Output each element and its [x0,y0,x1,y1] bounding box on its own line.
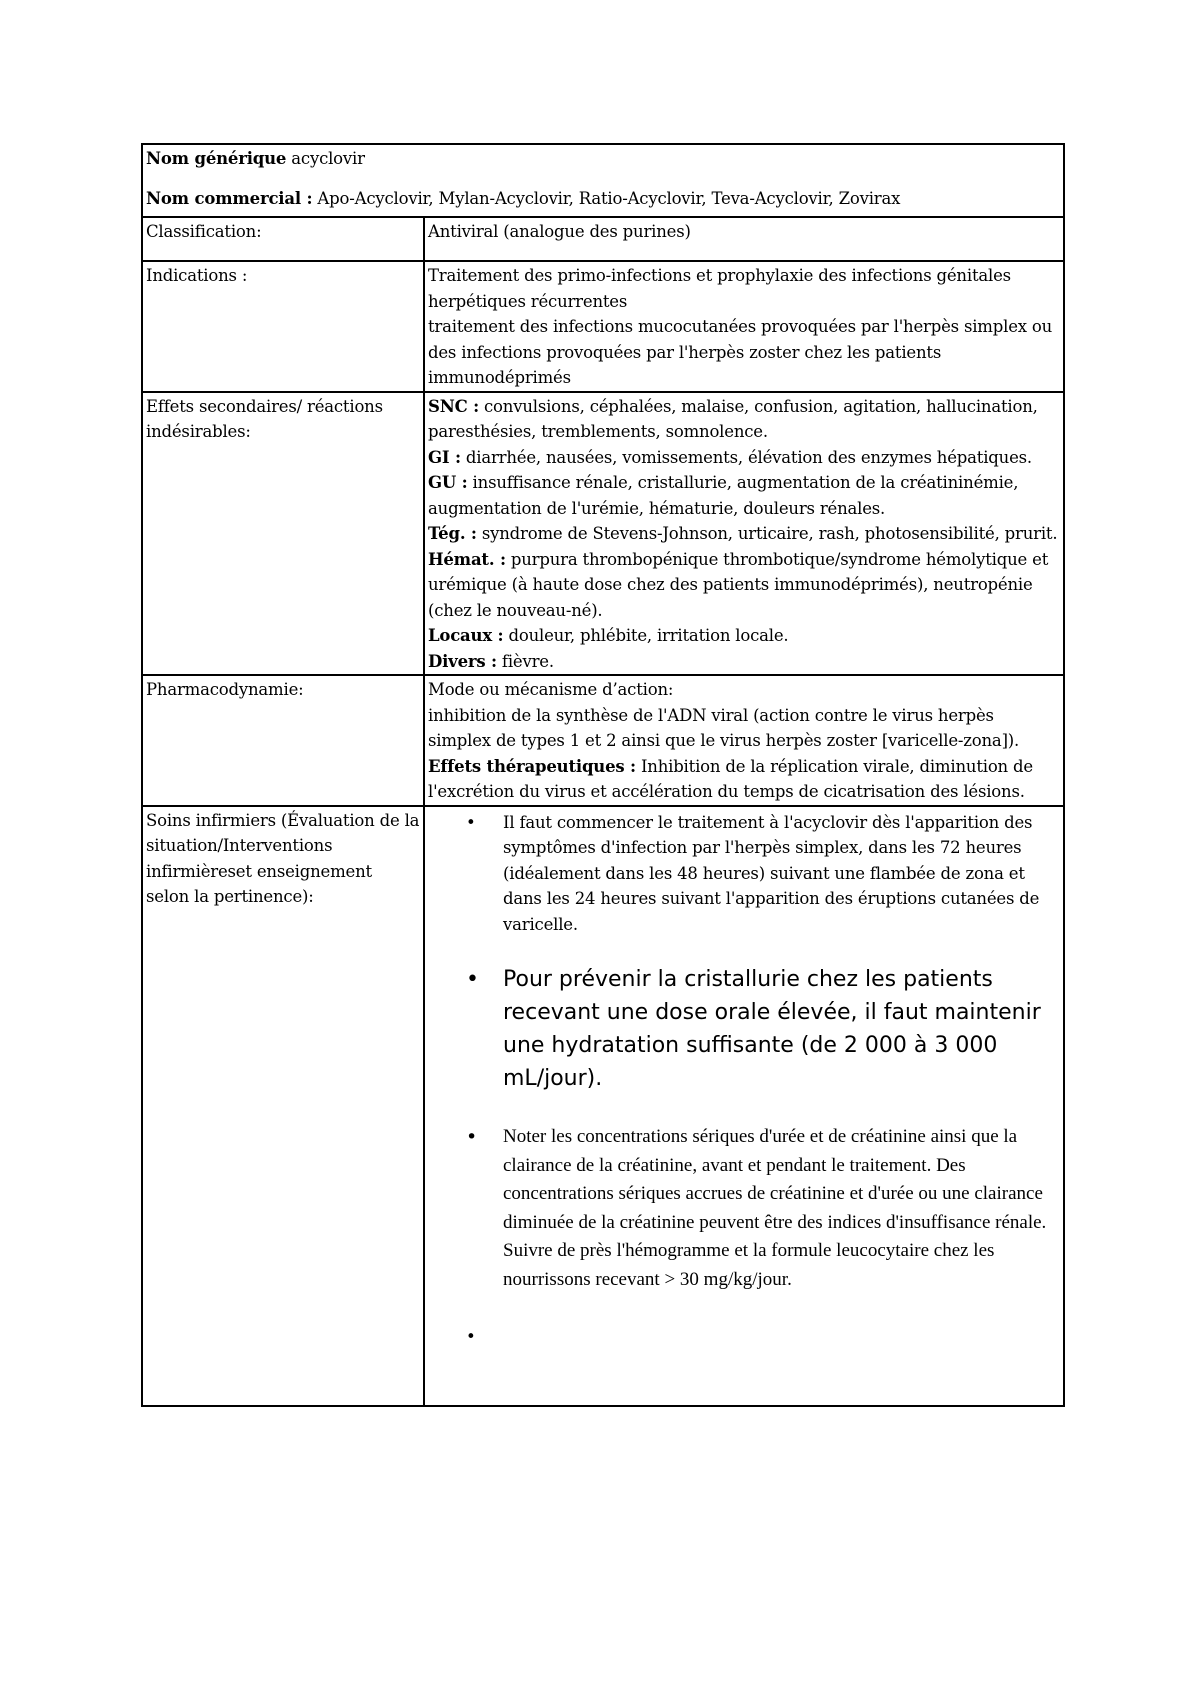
pharmaco-inhibition: inhibition de la synthèse de l'ADN viral (action contre le virus herpès simplex de types 1 et 2 ainsi que le virus herpès zoster [varicelle-zona]). [428,705,1020,750]
effet-snc [428,394,1060,445]
effet-divers [428,649,1060,675]
effet-divers-label: Divers : [428,651,497,671]
effet-snc-label: SNC : [428,396,479,416]
generic-name-line [146,146,1060,172]
indications-value [424,261,1064,392]
pharmaco-row [142,675,1064,806]
header-cell [142,144,1064,217]
commercial-name-value: Apo-Acyclovir, Mylan-Acyclovir, Ratio-Acyclovir, Teva-Acyclovir, Zovirax [312,188,901,208]
effets-label: Effets secondaires/ réactions indésirables: [142,392,424,676]
bullet-icon: • [466,1126,478,1148]
effet-hemat-text: purpura thrombopénique thrombotique/syndrome hémolytique et urémique (à haute dose chez des patients immunodéprimés), neutropénie (chez le nouveau-né). [428,549,1049,620]
pharmaco-effets [428,754,1060,805]
effet-locaux-label: Locaux : [428,626,504,645]
soins-value [424,806,1064,1406]
pharmaco-mode: Mode ou mécanisme d’action: [428,680,674,699]
soins-item-1-text: Il faut commencer le traitement à l'acyclovir dès l'apparition des symptômes d'infection par l'herpès simplex, dans les 72 heures (idéalement dans les 48 heures) suivant une flambée de zona et dans les 24 heures suivant l'apparition des éruptions cutanées de varicelle. [503,812,1040,934]
pharmaco-value [424,675,1064,806]
drug-table [141,143,1065,1407]
effet-teg-label: Tég. : [428,524,477,543]
indications-row [142,261,1064,392]
soins-item-3-text: Noter les concentrations sériques d'urée et de créatinine ainsi que la clairance de la créatinine, avant et pendant le traitement. Des concentrations sériques accrues de créatinine et d'urée ou une clairance diminuée de la créatinine peuvent être des indices d'insuffisance rénale. Suivre de près l'hémogramme et la formule leucocytaire chez les nourrissons recevant > 30 mg/kg/jour. [503,1126,1047,1290]
pharmaco-label: Pharmacodynamie: [142,675,424,806]
effet-gu-label: GU : [428,473,468,492]
soins-item-2 [428,963,1060,1095]
classification-label: Classification: [142,217,424,261]
soins-item-3 [428,1123,1060,1294]
effet-gu-text: insuffisance rénale, cristallurie, augmentation de la créatininémie, augmentation de l'urémie, hématurie, douleurs rénales. [428,473,1019,518]
bullet-icon: • [466,967,479,992]
commercial-name-line [146,186,1060,212]
effet-teg [428,521,1060,547]
classification-row [142,217,1064,261]
drug-sheet [141,143,1063,1407]
effet-locaux [428,623,1060,649]
generic-name-label: Nom générique [146,149,287,168]
soins-item-4 [428,1324,1060,1364]
effets-row [142,392,1064,676]
pharmaco-effets-text: Inhibition de la réplication virale, diminution de l'excrétion du virus et accélération du temps de cicatrisation des lésions. [428,756,1033,801]
effet-teg-text: syndrome de Stevens-Johnson, urticaire, rash, photosensibilité, prurit. [476,524,1058,543]
soins-item-1 [428,810,1060,938]
indications-line-2: traitement des infections mucocutanées provoquées par l'herpès simplex ou des infections provoquées par l'herpès zoster chez les patients immunodéprimés [428,317,1053,387]
bullet-icon: • [466,812,476,832]
classification-value: Antiviral (analogue des purines) [424,217,1064,261]
indications-line-1: Traitement des primo-infections et prophylaxie des infections génitales herpétiques récurrentes [428,266,1011,311]
soins-list [428,810,1060,1365]
generic-name-value: acyclovir [286,149,365,168]
pharmaco-effets-label: Effets thérapeutiques : [428,756,636,776]
effet-gi-label: GI : [428,447,461,467]
commercial-name-label: Nom commercial : [146,188,313,208]
effet-hemat-label: Hémat. : [428,549,506,569]
effet-snc-text: convulsions, céphalées, malaise, confusion, agitation, hallucination, paresthésies, tremblements, somnolence. [428,396,1038,441]
bullet-icon: • [466,1327,476,1346]
effet-locaux-text: douleur, phlébite, irritation locale. [503,626,789,645]
effets-value [424,392,1064,676]
effet-gi-text: diarrhée, nausées, vomissements, élévation des enzymes hépatiques. [460,447,1032,467]
soins-item-2-text: Pour prévenir la cristallurie chez les patients recevant une dose orale élevée, il faut maintenir une hydratation suffisante (de 2 000 à 3 000 mL/jour). [503,967,1041,1091]
effet-gu [428,470,1060,521]
soins-label: Soins infirmiers (Évaluation de la situation/Interventions infirmièreset enseignement selon la pertinence): [142,806,424,1406]
effet-divers-text: fièvre. [496,651,554,671]
soins-row [142,806,1064,1406]
header-row [142,144,1064,217]
effet-hemat [428,547,1060,624]
effet-gi [428,445,1060,471]
indications-label: Indications : [142,261,424,392]
